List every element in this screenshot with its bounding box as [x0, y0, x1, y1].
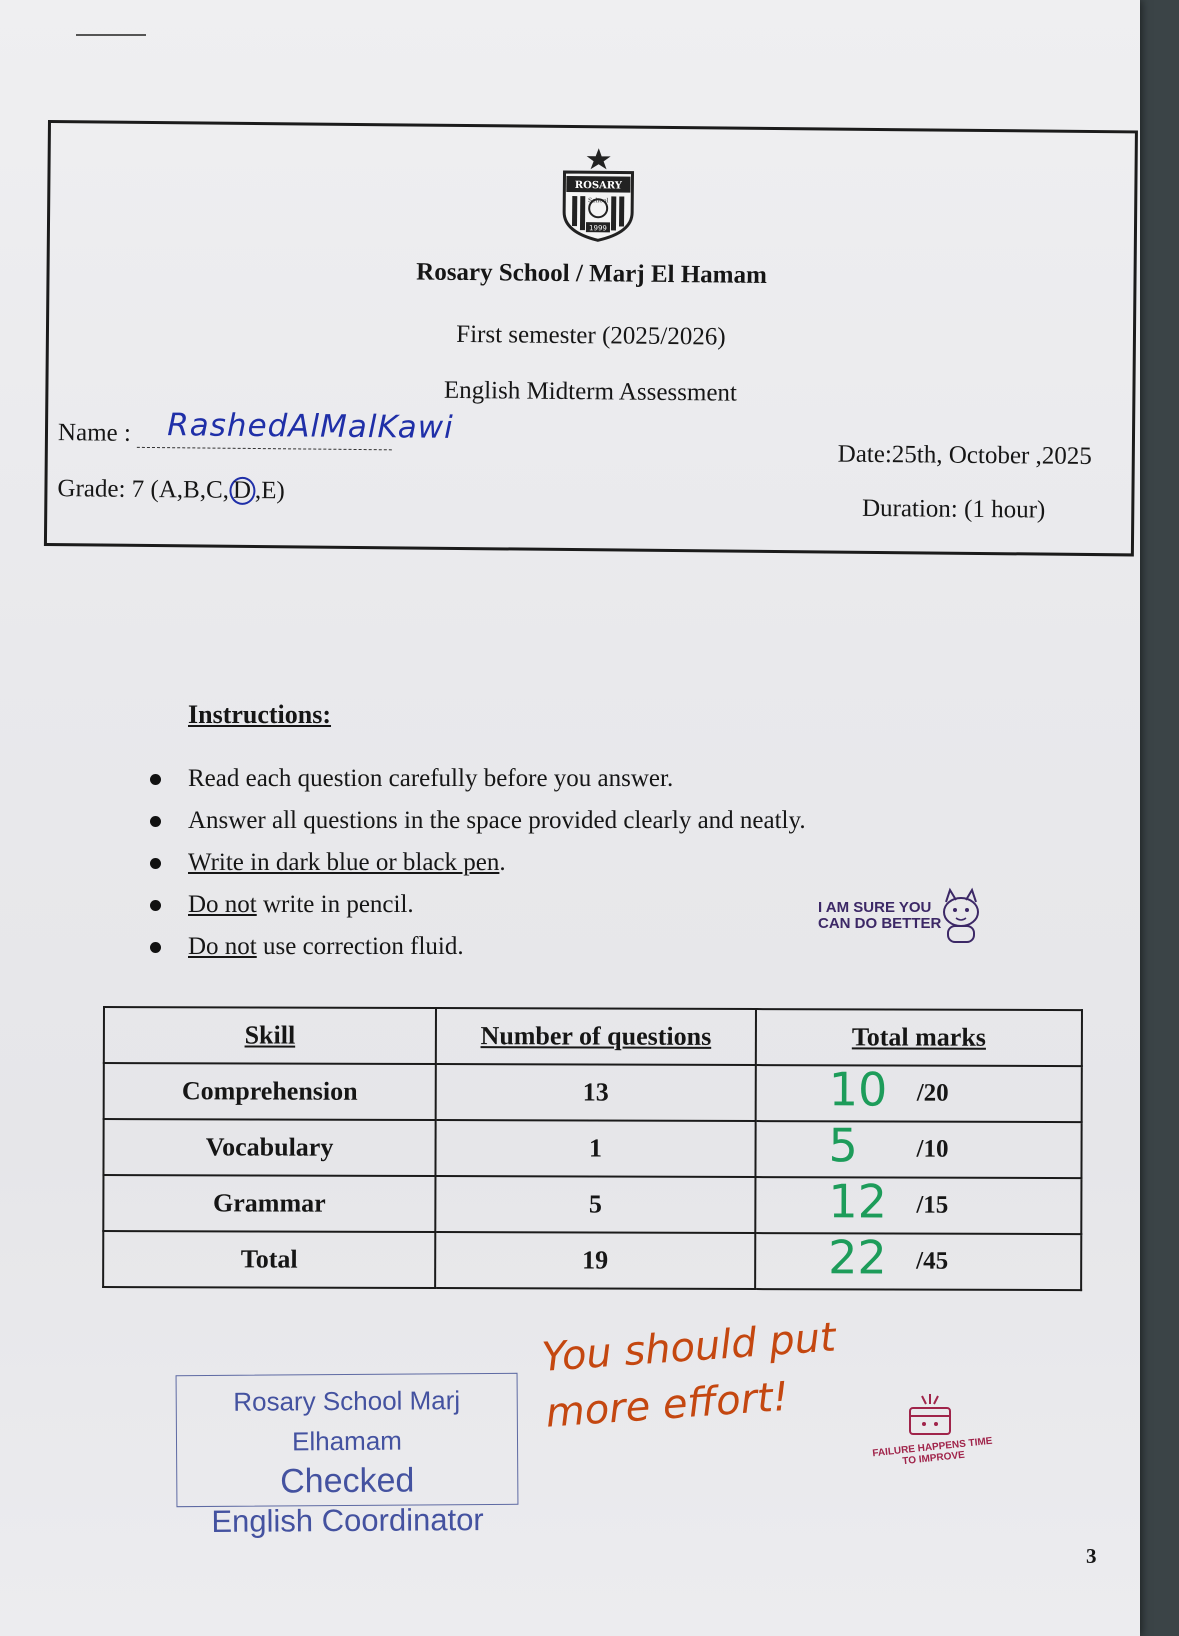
comment-line-1: You should put	[540, 1314, 838, 1381]
header-box	[44, 120, 1138, 556]
out-of: /45	[916, 1247, 949, 1275]
grade-circled-section: D	[229, 477, 255, 505]
score-handwritten: 10	[828, 1062, 888, 1117]
table-row	[103, 1175, 1081, 1234]
grade-row	[57, 475, 285, 505]
out-of: /20	[916, 1079, 949, 1107]
instructions-list	[150, 758, 806, 968]
out-of: /15	[916, 1191, 949, 1219]
instruction-item: Do not use correction fluid.	[150, 926, 806, 968]
logo-year: 1999	[589, 224, 607, 233]
comment-line-2: more effort!	[544, 1373, 791, 1437]
logo-text-mid: School	[587, 197, 609, 205]
exam-duration: Duration: (1 hour)	[861, 494, 1046, 524]
name-label: Name :	[57, 419, 132, 447]
table-row	[103, 1119, 1081, 1178]
table-row	[104, 1063, 1082, 1122]
box-icon	[900, 1392, 960, 1440]
name-row	[57, 407, 454, 450]
exam-title: English Midterm Assessment	[443, 376, 738, 407]
skill-cell: Comprehension	[104, 1063, 436, 1120]
marks-cell	[756, 1062, 1082, 1122]
questions-cell: 5	[435, 1176, 755, 1233]
questions-cell: 19	[435, 1232, 755, 1289]
skill-cell: Total	[103, 1231, 435, 1288]
checked-stamp	[176, 1373, 519, 1539]
questions-cell: 1	[435, 1120, 755, 1177]
sticker-do-better-text: I AM SURE YOU CAN DO BETTER	[818, 899, 942, 932]
instruction-item: Write in dark blue or black pen.	[150, 842, 806, 884]
score-handwritten: 5	[828, 1118, 858, 1173]
table-row	[103, 1231, 1081, 1290]
table-header-row	[104, 1007, 1082, 1066]
sticker-failure-text: FAILURE HAPPENS TIME TO IMPROVE	[871, 1435, 993, 1468]
cat-icon	[936, 880, 986, 946]
instruction-item: Do not write in pencil.	[150, 884, 806, 926]
skill-cell: Grammar	[103, 1175, 435, 1232]
school-logo-icon	[558, 146, 639, 243]
school-name: Rosary School / Marj El Hamam	[416, 258, 767, 289]
stamp-line-checked: Checked	[280, 1461, 415, 1501]
logo-text-top: ROSARY	[574, 180, 623, 192]
header-total-marks: Total marks	[756, 1009, 1082, 1066]
instruction-item: Answer all questions in the space provided clearly and neatly.	[150, 800, 806, 842]
grade-suffix: ,E)	[254, 477, 285, 505]
exam-date: Date:25th, October ,2025	[837, 440, 1092, 471]
student-name-handwritten: RashedAlMalKawi	[167, 407, 454, 446]
header-skill: Skill	[104, 1007, 436, 1064]
sticker-failure	[868, 1392, 998, 1472]
page-number: 3	[1086, 1544, 1097, 1568]
marks-cell	[755, 1230, 1081, 1290]
stamp-line-coordinator: English Coordinator	[211, 1502, 484, 1539]
grade-prefix: Grade: 7 (A,B,C,	[57, 475, 230, 504]
teacher-comment	[540, 1309, 841, 1441]
header-questions: Number of questions	[436, 1008, 756, 1065]
skill-cell: Vocabulary	[103, 1119, 435, 1176]
corner-dash	[76, 34, 146, 36]
marks-cell	[755, 1118, 1081, 1178]
score-handwritten: 22	[828, 1230, 887, 1285]
questions-cell: 13	[436, 1064, 756, 1121]
score-handwritten: 12	[828, 1174, 888, 1229]
marks-table	[102, 1006, 1083, 1291]
marks-cell	[755, 1174, 1081, 1234]
semester: First semester (2025/2026)	[456, 320, 726, 351]
instructions-title: Instructions:	[188, 700, 332, 729]
out-of: /10	[916, 1135, 949, 1163]
sticker-do-better	[818, 880, 988, 948]
stamp-line-school: Rosary School Marj Elhamam	[233, 1385, 461, 1457]
instruction-item: Read each question carefully before you answer.	[150, 758, 806, 800]
name-field[interactable]	[137, 407, 454, 450]
